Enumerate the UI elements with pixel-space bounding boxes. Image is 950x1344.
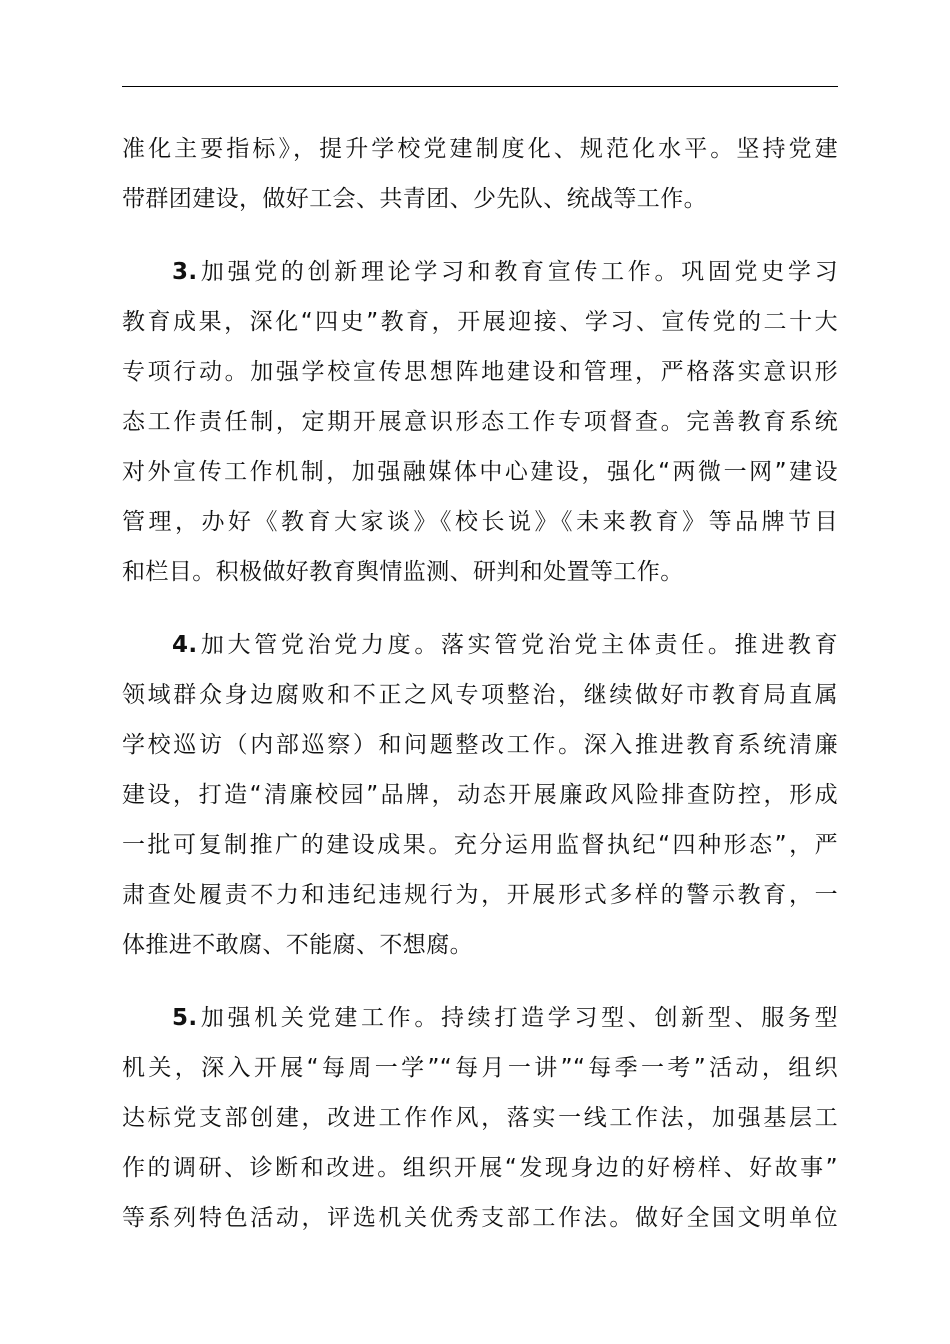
- text-line: 管理，办好《教育大家谈》《校长说》《未来教育》等品牌节目: [122, 509, 838, 535]
- text-line-content: 加强机关党建工作。持续打造学习型、创新型、服务型: [197, 1005, 838, 1031]
- paragraph: [122, 247, 838, 597]
- paragraph-number: 5.: [172, 1005, 198, 1031]
- text-line: 教育成果，深化“四史”教育，开展迎接、学习、宣传党的二十大: [122, 309, 838, 335]
- text-line: 建设，打造“清廉校园”品牌，动态开展廉政风险排查防控，形成: [122, 782, 838, 808]
- text-line-content: 加强党的创新理论学习和教育宣传工作。巩固党史学习: [197, 259, 838, 285]
- text-line: 学校巡访（内部巡察）和问题整改工作。深入推进教育系统清廉: [122, 732, 838, 758]
- paragraph: [122, 993, 838, 1243]
- text-line: 达标党支部创建，改进工作作风，落实一线工作法，加强基层工: [122, 1105, 838, 1131]
- text-line: 一批可复制推广的建设成果。充分运用监督执纪“四种形态”，严: [122, 832, 838, 858]
- header-rule: [122, 86, 838, 87]
- text-line: 肃查处履责不力和违纪违规行为，开展形式多样的警示教育，一: [122, 882, 838, 908]
- text-line: 体推进不敢腐、不能腐、不想腐。: [122, 932, 473, 958]
- text-line: 和栏目。积极做好教育舆情监测、研判和处置等工作。: [122, 559, 684, 585]
- paragraph: [122, 620, 838, 970]
- paragraph-number: 4.: [172, 632, 198, 658]
- text-line: [122, 247, 838, 297]
- text-line: 准化主要指标》，提升学校党建制度化、规范化水平。坚持党建: [122, 136, 838, 162]
- text-line: [122, 993, 838, 1043]
- document-body: [122, 124, 838, 1243]
- text-line: [122, 620, 838, 670]
- text-line: 对外宣传工作机制，加强融媒体中心建设，强化“两微一网”建设: [122, 459, 838, 485]
- text-line: 领域群众身边腐败和不正之风专项整治，继续做好市教育局直属: [122, 682, 838, 708]
- paragraph-number: 3.: [172, 259, 198, 285]
- text-line: 态工作责任制，定期开展意识形态工作专项督查。完善教育系统: [122, 409, 838, 435]
- text-line: 等系列特色活动，评选机关优秀支部工作法。做好全国文明单位: [122, 1205, 838, 1231]
- text-line-content: 加大管党治党力度。落实管党治党主体责任。推进教育: [197, 632, 838, 658]
- text-line: 专项行动。加强学校宣传思想阵地建设和管理，严格落实意识形: [122, 359, 838, 385]
- text-line: 带群团建设，做好工会、共青团、少先队、统战等工作。: [122, 186, 707, 212]
- text-line: 作的调研、诊断和改进。组织开展“发现身边的好榜样、好故事”: [122, 1155, 838, 1181]
- paragraph: [122, 124, 838, 224]
- text-line: 机关，深入开展“每周一学”“每月一讲”“每季一考”活动，组织: [122, 1055, 838, 1081]
